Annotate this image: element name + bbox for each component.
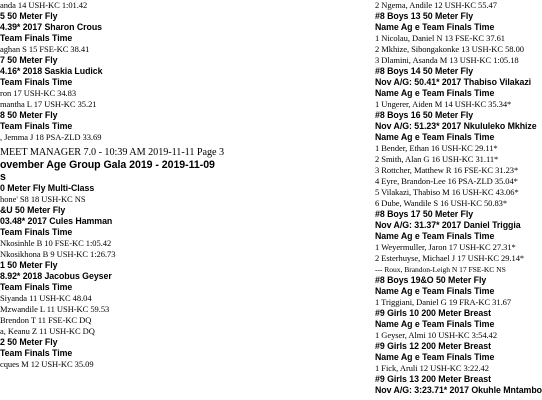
event-heading-line: 4.39* 2017 Sharon Crous (0, 22, 103, 32)
event-heading-line: Team Finals Time (0, 77, 73, 87)
result-line: 2 Ngema, Andile 12 USH-KC 55.47 (375, 0, 497, 10)
result-line: 2 Esterhuyse, Michael J 17 USH-KC 29.14* (375, 253, 525, 263)
event-heading-line: Team Finals Time (0, 227, 73, 237)
event-heading-line: 8 50 Meter Fly (0, 110, 58, 120)
right-column (375, 0, 542, 396)
result-line: 2 Mkhize, Sibongakonke 13 USH-KC 58.00 (375, 44, 524, 54)
result-line: MEET MANAGER 7.0 - 10:39 AM 2019-11-11 Page 3 (0, 147, 225, 158)
event-heading-line: 03.48* 2017 Cules Hamman (0, 216, 113, 226)
result-line: 2 Smith, Alan G 16 USH-KC 31.11* (375, 154, 499, 164)
result-line: 4 Eyre, Brandon-Lee 16 PSA-ZLD 35.04* (375, 176, 518, 186)
event-heading-line: 7 50 Meter Fly (0, 55, 58, 65)
left-column (0, 0, 250, 370)
event-heading-line: Name Ag e Team Finals Time (375, 319, 495, 329)
event-heading-line: Name Ag e Team Finals Time (375, 22, 495, 32)
result-line: ron 17 USH-KC 34.83 (0, 88, 77, 98)
result-line: Brendon T 11 FSE-KC DQ (0, 315, 92, 325)
event-heading-line: Team Finals Time (0, 348, 73, 358)
event-heading-line: #8 Boys 14 50 Meter Fly (375, 66, 474, 76)
event-heading-line: ovember Age Group Gala 2019 - 2019-11-09 (0, 159, 215, 171)
event-heading-line: &U 50 Meter Fly (0, 205, 66, 215)
result-line: 5 Vilakazi, Thabiso M 16 USH-KC 43.06* (375, 187, 519, 197)
event-heading-line: Nov A/G: 3:23.71* 2017 Okuhle Mntambo (375, 385, 542, 395)
result-line: aghan S 15 FSE-KC 38.41 (0, 44, 90, 54)
event-heading-line: 1 50 Meter Fly (0, 260, 58, 270)
result-line: Siyanda 11 USH-KC 48.04 (0, 293, 92, 303)
event-heading-line: s (0, 171, 6, 183)
result-line: 3 Rottcher, Matthew R 16 FSE-KC 31.23* (375, 165, 519, 175)
event-heading-line: Nov A/G: 50.41* 2017 Thabiso Vilakazi (375, 77, 532, 87)
result-line: 1 Geyser, Almi 10 USH-KC 3:54.42 (375, 330, 498, 340)
result-line: a, Keanu Z 11 USH-KC DQ (0, 326, 95, 336)
result-line: 1 Fick, Aruli 12 USH-KC 3:22.42 (375, 363, 489, 373)
result-line: Mzwandile L 11 USH-KC 59.53 (0, 304, 110, 314)
result-line: Nkosinhle B 10 FSE-KC 1:05.42 (0, 238, 112, 248)
result-line: 1 Ungerer, Aiden M 14 USH-KC 35.34* (375, 99, 512, 109)
result-line: 1 Triggiani, Daniel G 19 FRA-KC 31.67 (375, 297, 512, 307)
event-heading-line: #9 Girls 12 200 Meter Breast (375, 341, 491, 351)
result-line: 1 Weyermuller, Jaron 17 USH-KC 27.31* (375, 242, 516, 252)
event-heading-line: 0 Meter Fly Multi-Class (0, 183, 95, 193)
event-heading-line: Team Finals Time (0, 33, 73, 43)
result-line: mantha L 17 USH-KC 35.21 (0, 99, 97, 109)
result-line: hone' S8 18 USH-KC NS (0, 194, 86, 204)
event-heading-line: #9 Girls 10 200 Meter Breast (375, 308, 491, 318)
result-line: 6 Dube, Wandile S 16 USH-KC 50.83* (375, 198, 508, 208)
result-line: 1 Bender, Ethan 16 USH-KC 29.11* (375, 143, 498, 153)
result-line: cques M 12 USH-KC 35.09 (0, 359, 94, 369)
result-line: anda 14 USH-KC 1:01.42 (0, 0, 88, 10)
result-line: Nkosikhona B 9 USH-KC 1:26.73 (0, 249, 116, 259)
event-heading-line: #8 Boys 13 50 Meter Fly (375, 11, 474, 21)
result-line: , Jemma J 18 PSA-ZLD 33.69 (0, 132, 102, 142)
event-heading-line: 2 50 Meter Fly (0, 337, 58, 347)
result-line: 1 Nicolau, Daniel N 13 FSE-KC 37.61 (375, 33, 505, 43)
event-heading-line: Name Ag e Team Finals Time (375, 132, 495, 142)
event-heading-line: Team Finals Time (0, 121, 73, 131)
event-heading-line: Name Ag e Team Finals Time (375, 231, 495, 241)
result-line: 3 Dlamini, Asanda M 13 USH-KC 1:05.18 (375, 55, 519, 65)
event-heading-line: #8 Boys 17 50 Meter Fly (375, 209, 474, 219)
event-heading-line: 4.16* 2018 Saskia Ludick (0, 66, 103, 76)
result-line: --- Roux, Brandon-Leigh N 17 FSE-KC NS (375, 265, 506, 274)
event-heading-line: #8 Boys 16 50 Meter Fly (375, 110, 474, 120)
event-heading-line: Name Ag e Team Finals Time (375, 286, 495, 296)
event-heading-line: Team Finals Time (0, 282, 73, 292)
event-heading-line: #8 Boys 19&O 50 Meter Fly (375, 275, 487, 285)
event-heading-line: Nov A/G: 31.37* 2017 Daniel Triggia (375, 220, 521, 230)
event-heading-line: 5 50 Meter Fly (0, 11, 58, 21)
event-heading-line: #9 Girls 13 200 Meter Breast (375, 374, 491, 384)
event-heading-line: Nov A/G: 51.23* 2017 Nkululeko Mkhize (375, 121, 537, 131)
event-heading-line: 8.92* 2018 Jacobus Geyser (0, 271, 112, 281)
event-heading-line: Name Ag e Team Finals Time (375, 88, 495, 98)
event-heading-line: Name Ag e Team Finals Time (375, 352, 495, 362)
